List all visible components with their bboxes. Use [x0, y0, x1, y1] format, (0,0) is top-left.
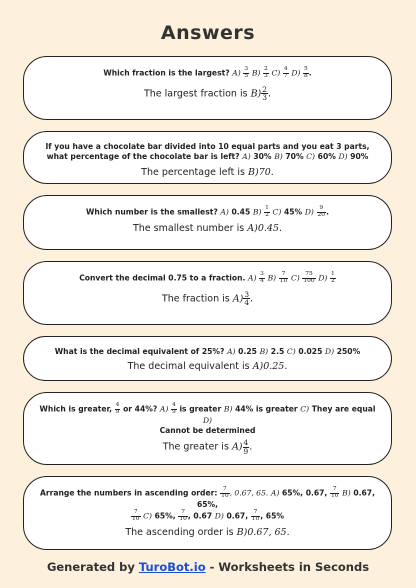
question-text: What is the decimal equivalent of 25%? A) 0.25 B) 2.5 C) 0.025 D) 250%	[54, 347, 361, 356]
question-text: Which number is the smallest? A) 0.45 B) $\frac{1}{2}$ C) 45% D) $\frac{9}{20}$ .	[86, 205, 329, 218]
answer-card-1	[23, 56, 392, 120]
page-title: Answers	[160, 22, 256, 44]
fraction: $\frac{5}{8}$	[304, 66, 308, 79]
footer: Generated by TuroBot.io - Worksheets in Seconds	[46, 560, 370, 574]
fraction: $\frac{2}{3}$	[264, 66, 268, 79]
fraction: $\frac{4}{9}$	[115, 402, 120, 415]
question-text: Which is greater, $\frac{4}{9}$ or 44%? A) $\frac{4}{9}$ is greater B) 44% is greater C) They are equal D) Cannot be determined	[39, 402, 376, 436]
fraction: $\frac{7}{10}$	[330, 486, 339, 499]
answer-card-2	[23, 131, 392, 184]
fraction: $\frac{1}{2}$	[331, 271, 335, 284]
answer-card-6	[23, 392, 392, 465]
answer-text: The ascending order is B)0.67, 65.	[125, 526, 290, 538]
answer-card-3	[23, 195, 392, 250]
answer-card-4	[23, 261, 392, 325]
question-text: Arrange the numbers in ascending order: $\frac{7}{10}$ , 0.67, 65. A) 65%, 0.67, $\frac{7}{10}$ B) 0.67, 65%, $\frac{7}{10}$ C) 65%, $\frac{7}{10}$ , 0.67 D) 0.67, $\frac{7}{10}$ , 65%	[40, 486, 375, 523]
answer-text: The fraction is A) $\frac{3}{4}$ .	[161, 289, 254, 308]
fraction: $\frac{3}{5}$	[244, 66, 249, 79]
fraction: $\frac{2}{3}$	[262, 84, 267, 103]
answer-text: The greater is A) $\frac{4}{9}$ .	[162, 438, 253, 456]
fraction: $\frac{9}{20}$	[317, 205, 326, 218]
fraction: $\frac{3}{4}$	[244, 289, 250, 308]
answer-text: The percentage left is B)70.	[141, 166, 274, 178]
question-text: Which fraction is the largest? A) $\frac{3}{5}$ B) $\frac{2}{3}$ C) $\frac{4}{7}$ D) $\frac{5}{8}$ .	[103, 66, 312, 79]
fraction: $\frac{7}{10}$	[279, 271, 288, 284]
fraction: $\frac{4}{7}$	[283, 66, 288, 79]
answer-card-7	[23, 476, 392, 550]
answer-text: The decimal equivalent is A)0.25.	[127, 361, 288, 373]
fraction: $\frac{7}{10}$	[179, 509, 187, 523]
fraction: $\frac{7}{10}$	[251, 509, 260, 523]
question-text: If you have a chocolate bar divided into 10 equal parts and you eat 3 parts, what percentage of the chocolate bar is left? A) 30% B) 70% C) 60% D) 90%	[45, 142, 370, 162]
fraction: $\frac{4}{9}$	[172, 402, 176, 415]
answer-text: The smallest number is A)0.45.	[132, 222, 282, 234]
fraction: $\frac{1}{2}$	[265, 205, 269, 218]
fraction: $\frac{3}{4}$	[260, 271, 264, 284]
fraction: $\frac{4}{9}$	[243, 438, 249, 456]
turobot-link[interactable]: TuroBot.io	[138, 560, 206, 574]
fraction: $\frac{7}{10}$	[132, 509, 140, 523]
answer-card-5	[23, 336, 392, 381]
fraction: $\frac{75}{100}$	[303, 271, 315, 284]
question-text: Convert the decimal 0.75 to a fraction. A) $\frac{3}{4}$ B) $\frac{7}{10}$ C) $\frac{75}{100}$ D) $\frac{1}{2}$	[79, 271, 335, 284]
answer-text: The largest fraction is B) $\frac{2}{3}$ .	[143, 84, 272, 103]
fraction: $\frac{7}{10}$	[221, 486, 229, 499]
